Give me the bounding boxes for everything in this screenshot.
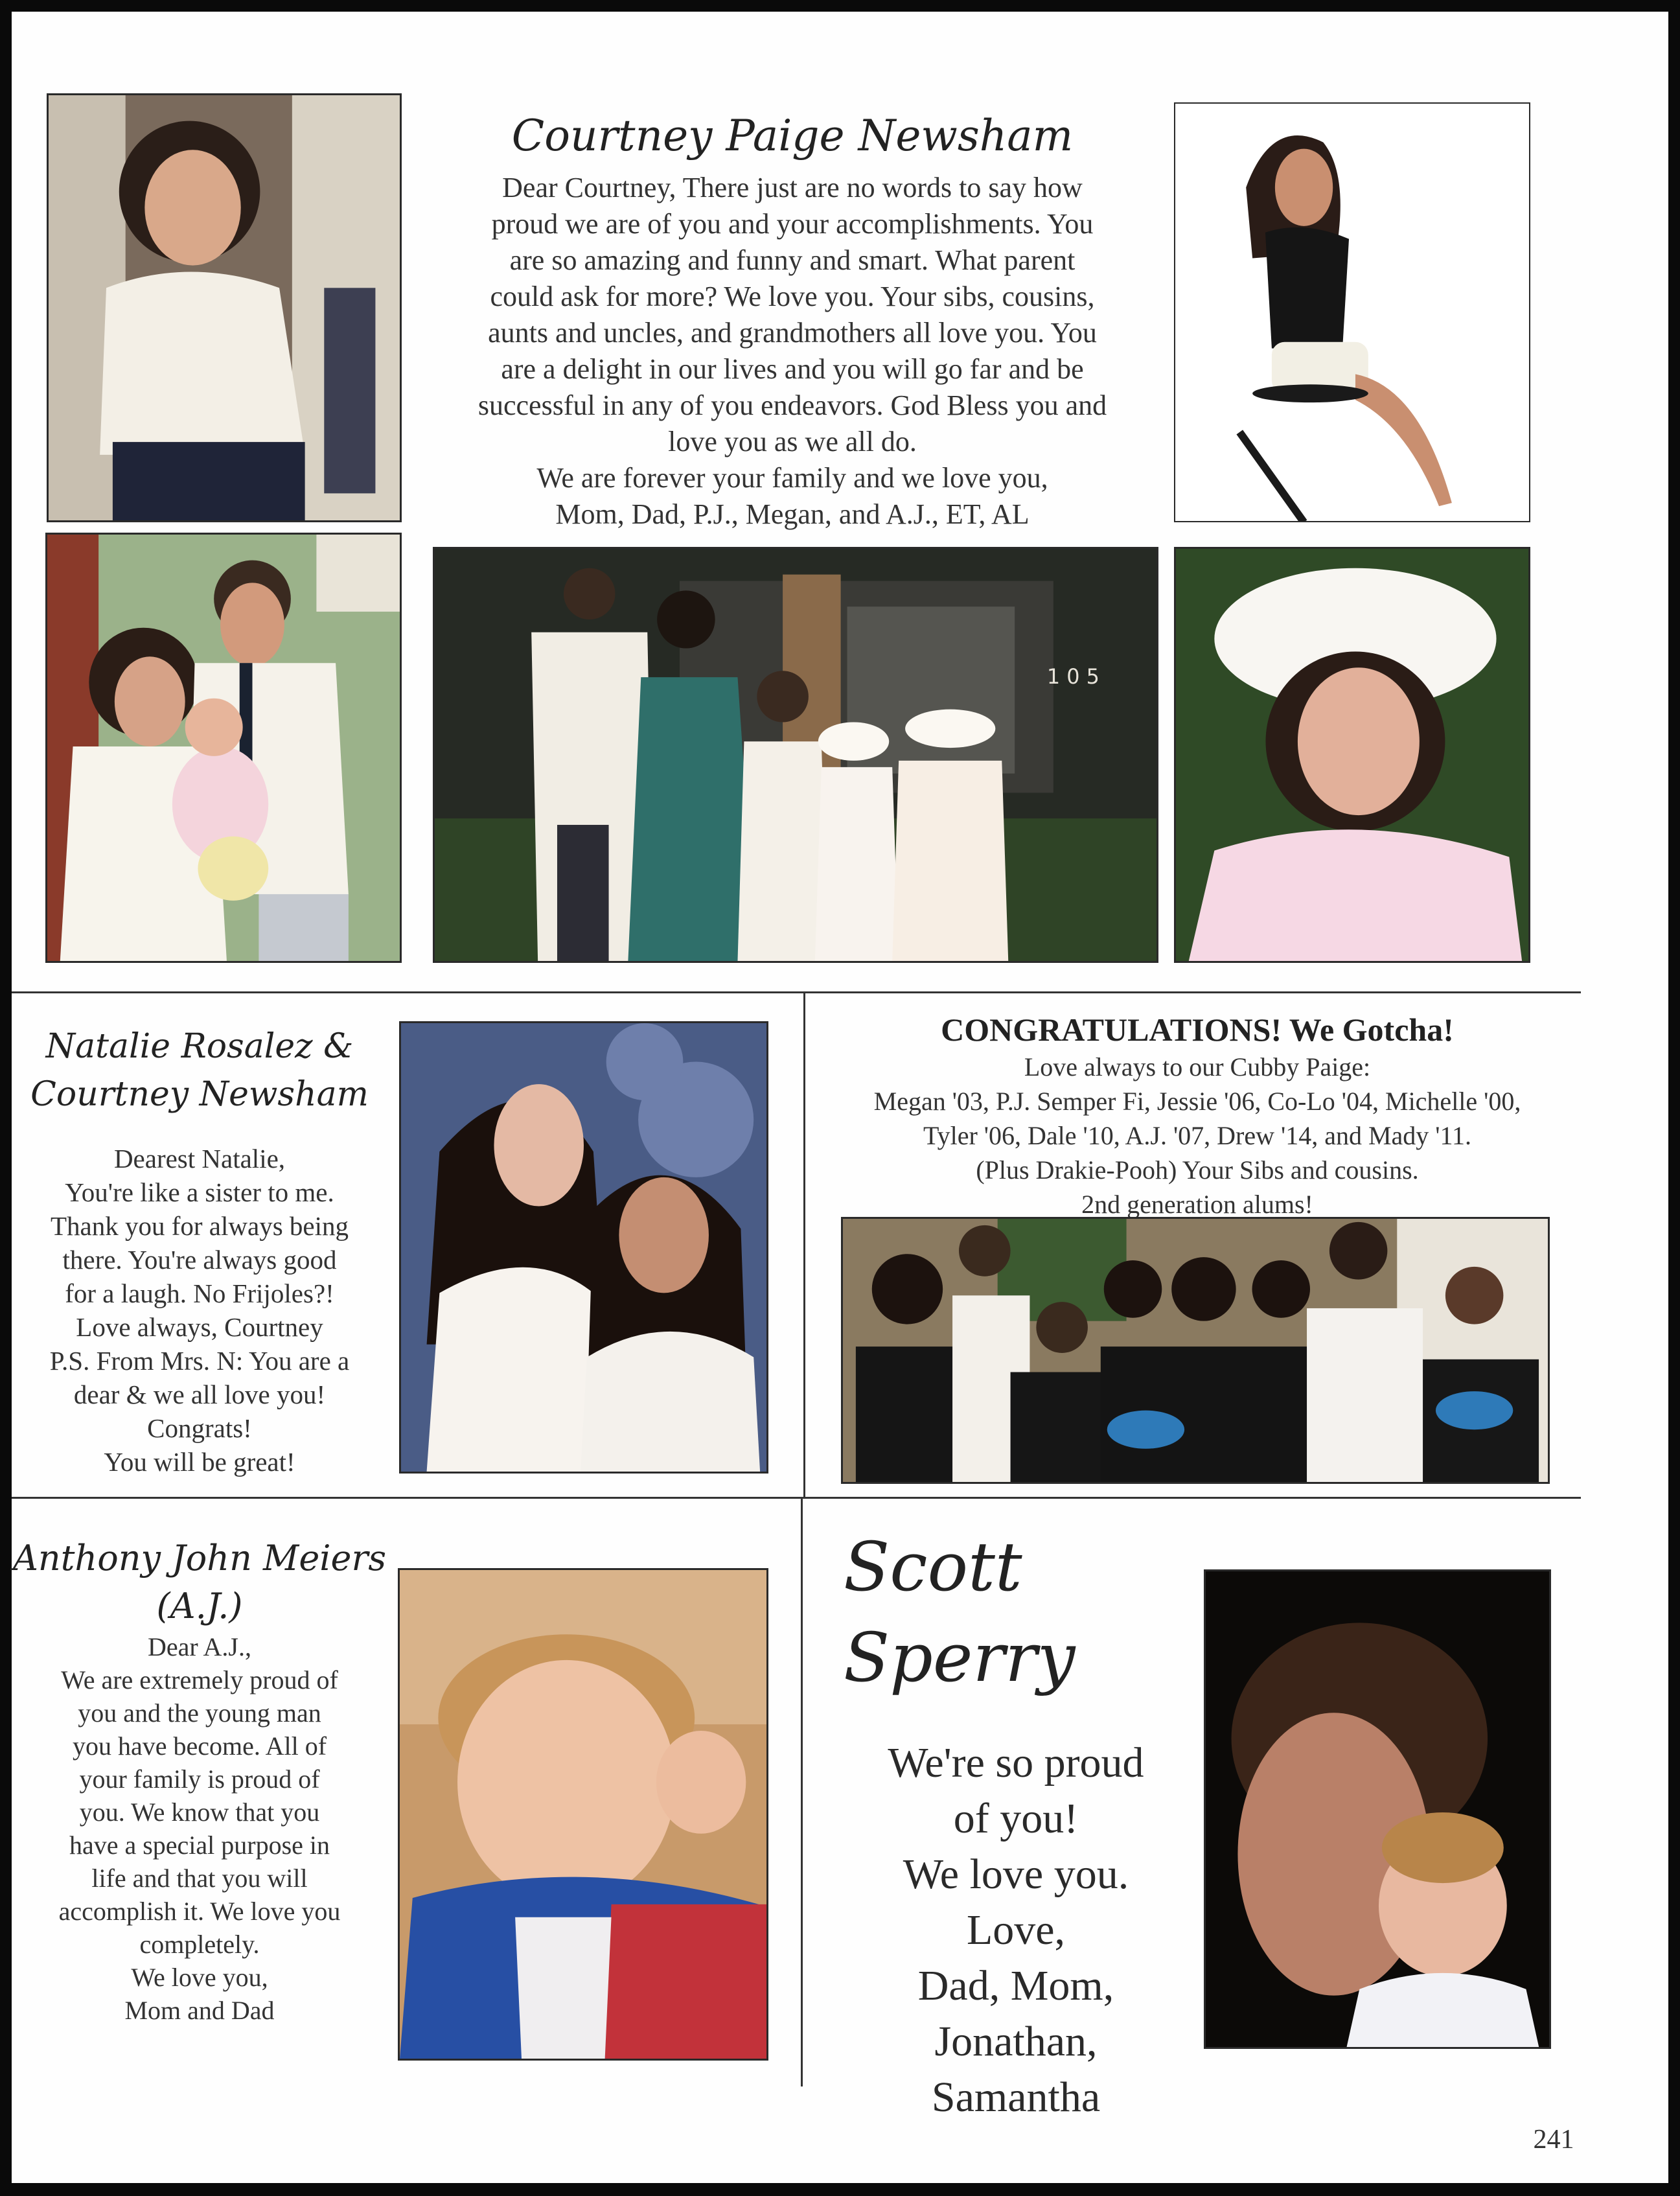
anthony-line: you. We know that you xyxy=(79,1797,320,1827)
courtney-line: We are forever your family and we love you, xyxy=(536,462,1048,494)
anthony-line: Dear A.J., xyxy=(148,1632,251,1661)
natalie-line: dear & we all love you! xyxy=(73,1380,326,1409)
anthony-line: We are extremely proud of xyxy=(61,1665,338,1694)
congrats-message xyxy=(815,1050,1580,1221)
courtney-message xyxy=(413,170,1171,533)
congrats-line: Tyler '06, Dale '10, A.J. '07, Drew '14, and Mady '11. xyxy=(923,1121,1472,1150)
natalie-message xyxy=(12,1142,387,1479)
anthony-title-line: Anthony John Meiers xyxy=(12,1538,387,1578)
photo-sibs-cousins xyxy=(841,1217,1550,1484)
scott-line: Love, xyxy=(966,1906,1066,1954)
courtney-line: successful in any of you endeavors. God Bless you and xyxy=(478,389,1107,421)
anthony-line: accomplish it. We love you xyxy=(58,1897,341,1926)
photo-courtney-senior xyxy=(1174,102,1530,522)
natalie-text-block xyxy=(12,1023,387,1502)
anthony-title xyxy=(12,1534,387,1630)
congrats-line: Love always to our Cubby Paige: xyxy=(1024,1052,1371,1081)
anthony-line: completely. xyxy=(139,1930,260,1959)
photo-anthony-child xyxy=(398,1568,768,2061)
divider-top xyxy=(12,991,1581,993)
natalie-line: for a laugh. No Frijoles?! xyxy=(65,1278,334,1308)
natalie-line: Congrats! xyxy=(147,1413,252,1443)
courtney-line: love you as we all do. xyxy=(668,426,917,457)
divider-middle xyxy=(12,1497,1581,1499)
anthony-line: you have become. All of xyxy=(72,1731,327,1761)
congrats-text-block xyxy=(815,1010,1580,1217)
natalie-line: Love always, Courtney xyxy=(76,1312,323,1342)
courtney-title: Courtney Paige Newsham xyxy=(511,111,1074,161)
scott-line: of you! xyxy=(953,1795,1079,1842)
photo-courtney-childhood xyxy=(47,93,402,522)
scott-line: We're so proud xyxy=(888,1739,1144,1786)
anthony-title-line: (A.J.) xyxy=(156,1586,243,1626)
natalie-line: P.S. From Mrs. N: You are a xyxy=(49,1346,350,1376)
scott-line: Samantha xyxy=(931,2074,1101,2121)
natalie-line: Dearest Natalie, xyxy=(113,1144,286,1173)
natalie-title-line: Courtney Newsham xyxy=(30,1075,369,1114)
anthony-line: We love you, xyxy=(131,1963,268,1992)
anthony-line: your family is proud of xyxy=(79,1764,320,1794)
scott-title: Scott Sperry xyxy=(844,1527,1076,1697)
anthony-message xyxy=(12,1630,387,2027)
courtney-line: Dear Courtney, There just are no words to say how xyxy=(502,172,1083,203)
anthony-text-block xyxy=(12,1534,387,2066)
scott-line: Dad, Mom, xyxy=(917,1962,1114,2009)
courtney-text-block xyxy=(413,109,1171,537)
scott-line: Jonathan, xyxy=(934,2018,1098,2065)
divider-vertical-mid xyxy=(803,991,805,1497)
anthony-line: life and that you will xyxy=(91,1864,308,1893)
courtney-line: proud we are of you and your accomplishments. You xyxy=(491,208,1094,240)
congrats-line: (Plus Drakie-Pooh) Your Sibs and cousins. xyxy=(976,1155,1419,1185)
scott-text-block xyxy=(815,1521,1217,2121)
courtney-line: could ask for more? We love you. Your sibs, cousins, xyxy=(490,281,1095,312)
page-number: 241 xyxy=(1533,2125,1574,2155)
scott-message xyxy=(815,1735,1217,2125)
yearbook-page xyxy=(12,12,1668,2183)
natalie-line: there. You're always good xyxy=(62,1245,337,1275)
anthony-line: have a special purpose in xyxy=(69,1831,330,1860)
photo-courtney-bonnet xyxy=(1174,547,1530,963)
house-number: 1 0 5 xyxy=(1046,665,1099,689)
natalie-line: You will be great! xyxy=(104,1447,295,1477)
natalie-title xyxy=(12,1023,387,1118)
photo-family-house xyxy=(433,547,1158,963)
courtney-line: aunts and uncles, and grandmothers all love you. You xyxy=(488,317,1097,349)
natalie-title-line: Natalie Rosalez & xyxy=(45,1027,354,1066)
congrats-heading: CONGRATULATIONS! We Gotcha! xyxy=(941,1011,1454,1048)
photo-scott-baby xyxy=(1204,1569,1551,2049)
anthony-line: Mom and Dad xyxy=(124,1996,275,2025)
courtney-line: are so amazing and funny and smart. What parent xyxy=(509,244,1076,276)
anthony-line: you and the young man xyxy=(78,1698,321,1728)
congrats-line: 2nd generation alums! xyxy=(1081,1190,1313,1219)
photo-courtney-baby-parents xyxy=(45,533,402,963)
natalie-line: Thank you for always being xyxy=(51,1211,349,1241)
photo-natalie-courtney xyxy=(399,1021,768,1474)
congrats-line: Megan '03, P.J. Semper Fi, Jessie '06, Co-Lo '04, Michelle '00, xyxy=(873,1087,1521,1116)
scott-line: We love you. xyxy=(903,1851,1129,1898)
courtney-line: are a delight in our lives and you will go far and be xyxy=(501,353,1084,385)
divider-vertical-bottom xyxy=(801,1498,803,2086)
courtney-line: Mom, Dad, P.J., Megan, and A.J., ET, AL xyxy=(555,498,1030,530)
natalie-line: You're like a sister to me. xyxy=(65,1177,334,1207)
